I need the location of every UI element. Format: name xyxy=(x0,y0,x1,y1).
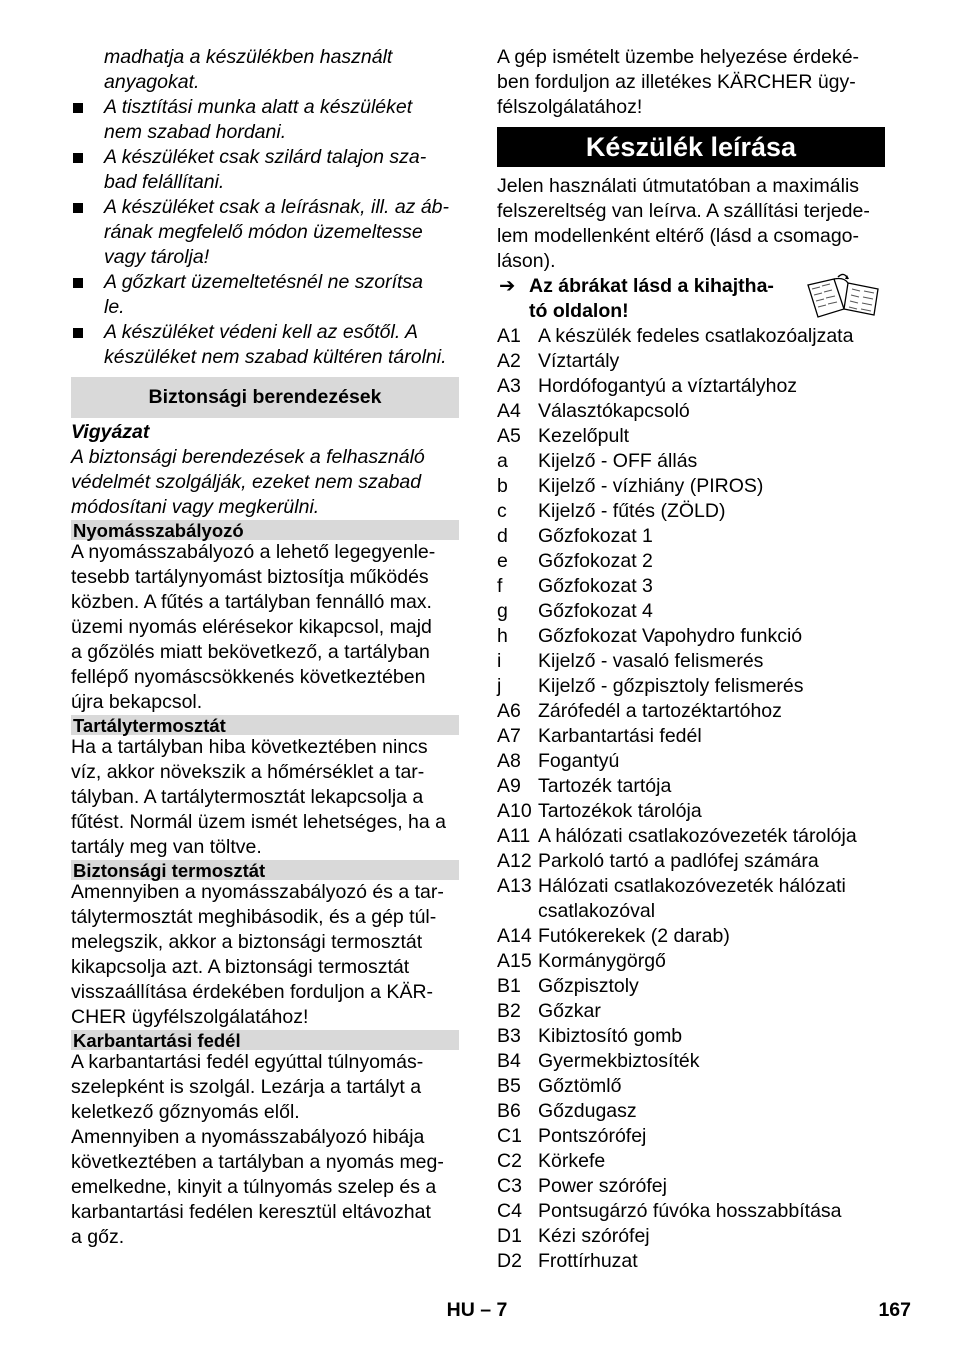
text-line: A karbantartási fedél egyúttal túlnyomás- xyxy=(71,1051,424,1073)
item-code: D1 xyxy=(497,1225,522,1247)
subsection-heading: Tartálytermosztát xyxy=(71,715,459,735)
text-line: tartály meg van töltve. xyxy=(71,836,262,858)
item-code: A6 xyxy=(497,700,521,722)
text-line: vagy tárolja! xyxy=(104,246,210,268)
bullet-item xyxy=(71,95,459,145)
list-item xyxy=(497,1099,885,1124)
square-bullet-icon xyxy=(73,278,83,288)
list-item xyxy=(497,499,885,524)
list-item xyxy=(497,924,885,949)
text-line: védelmét szolgálják, ezeket nem szabad xyxy=(71,471,422,493)
list-item xyxy=(497,374,885,399)
list-item xyxy=(497,649,885,674)
text-line: fűtést. Normál üzem ismét lehetséges, ha a xyxy=(71,811,447,833)
right-column xyxy=(497,45,885,1274)
list-item xyxy=(497,674,885,699)
list-item xyxy=(497,1224,885,1249)
item-code: A11 xyxy=(497,825,531,847)
item-label: Power szórófej xyxy=(538,1175,667,1197)
service-note xyxy=(497,45,885,120)
item-code: B4 xyxy=(497,1050,521,1072)
text-line: A készüléket védeni kell az esőtől. A xyxy=(104,321,418,343)
item-code: A2 xyxy=(497,350,521,372)
item-label: Pontszórófej xyxy=(538,1125,647,1147)
list-item xyxy=(497,1074,885,1099)
item-code: f xyxy=(497,575,503,597)
list-item xyxy=(497,1024,885,1049)
item-code: B3 xyxy=(497,1025,521,1047)
item-code: D2 xyxy=(497,1250,522,1272)
item-label: Gőzkar xyxy=(538,1000,601,1022)
page-number: 167 xyxy=(878,1299,911,1321)
list-item xyxy=(497,999,885,1024)
list-item xyxy=(497,949,885,974)
intro-text xyxy=(71,45,459,95)
section-heading-device-description: Készülék leírása xyxy=(497,127,885,167)
text-line: Az ábrákat lásd a kihajtha- xyxy=(529,275,774,297)
list-item xyxy=(497,749,885,774)
text-line: félszolgálatához! xyxy=(497,96,643,118)
text-line: nem szabad hordani. xyxy=(104,121,287,143)
text-line: a gőzölés miatt bekövetkező, a tartályban xyxy=(71,641,430,663)
list-item xyxy=(497,349,885,374)
text-line: karbantartási fedélen keresztül eltávozhat xyxy=(71,1201,431,1223)
subsection-text xyxy=(71,540,459,715)
item-label: Kibiztosító gomb xyxy=(538,1025,683,1047)
item-label: Gőzfokozat 4 xyxy=(538,600,653,622)
list-item xyxy=(497,1249,885,1274)
text-line: A biztonsági berendezések a felhasználó xyxy=(71,446,425,468)
item-code: B6 xyxy=(497,1100,521,1122)
text-line: víz, akkor növekszik a hőmérséklet a tar- xyxy=(71,761,425,783)
list-item xyxy=(497,974,885,999)
item-label: Gőzfokozat Vapohydro funkció xyxy=(538,625,803,647)
item-code: A5 xyxy=(497,425,521,447)
item-code: e xyxy=(497,550,508,572)
item-code: c xyxy=(497,500,507,522)
item-label: Hordófogantyú a víztartályhoz xyxy=(538,375,798,397)
list-item xyxy=(497,449,885,474)
text-line: A gép ismételt üzembe helyezése érdeké- xyxy=(497,46,860,68)
subsection-text xyxy=(71,1050,459,1250)
subsection-heading: Karbantartási fedél xyxy=(71,1030,459,1050)
item-label: Gőzfokozat 2 xyxy=(538,550,653,572)
item-code: A8 xyxy=(497,750,521,772)
list-item xyxy=(497,1124,885,1149)
list-item xyxy=(497,774,885,799)
item-label: Gőzpisztoly xyxy=(538,975,639,997)
text-line: szelepként is szolgál. Lezárja a tartályt a xyxy=(71,1076,422,1098)
text-line: A készüléket csak szilárd talajon sza- xyxy=(104,146,427,168)
text-line: ben forduljon az illetékes KÄRCHER ügy- xyxy=(497,71,856,93)
text-line: fellépő nyomáscsökkenés következtében xyxy=(71,666,426,688)
item-label: Parkoló tartó a padlófej számára xyxy=(538,850,819,872)
text-line: lem modellenként eltérő (lásd a csomago- xyxy=(497,225,860,247)
list-item xyxy=(497,874,885,924)
item-label: Kijelző - vízhiány (PIROS) xyxy=(538,475,764,497)
text-line: keletkező gőznyomás elől. xyxy=(71,1101,300,1123)
item-code: C2 xyxy=(497,1150,522,1172)
list-item xyxy=(497,1049,885,1074)
item-label: Választókapcsoló xyxy=(538,400,690,422)
item-label: Gőzfokozat 3 xyxy=(538,575,653,597)
list-item xyxy=(497,724,885,749)
item-code: A4 xyxy=(497,400,521,422)
text-line: felszereltség van leírva. A szállítási terjede- xyxy=(497,200,870,222)
text-line: tesebb tartálynyomást biztosítja működés xyxy=(71,566,429,588)
subsection-heading: Nyomásszabályozó xyxy=(71,520,459,540)
item-label: Gyermekbiztosíték xyxy=(538,1050,700,1072)
square-bullet-icon xyxy=(73,103,83,113)
item-code: A7 xyxy=(497,725,521,747)
text-line: A tisztítási munka alatt a készüléket xyxy=(104,96,413,118)
text-line: láson). xyxy=(497,250,556,272)
item-code: b xyxy=(497,475,508,497)
item-code: C3 xyxy=(497,1175,522,1197)
text-line: bad felállítani. xyxy=(104,171,225,193)
text-line: CHER ügyfélszolgálatához! xyxy=(71,1006,309,1028)
text-line: Ha a tartályban hiba következtében nincs xyxy=(71,736,428,758)
item-code: B1 xyxy=(497,975,521,997)
component-list xyxy=(497,324,885,1274)
text-line: módosítani vagy megkerülni. xyxy=(71,496,320,518)
list-item xyxy=(497,624,885,649)
item-label: Kezelőpult xyxy=(538,425,630,447)
bullet-list xyxy=(71,95,459,370)
item-label: Tartozék tartója xyxy=(538,775,672,797)
item-code: j xyxy=(497,675,502,697)
text-line: le. xyxy=(104,296,125,318)
text-line: tályban. A tartálytermosztát lekapcsolja a xyxy=(71,786,424,808)
foldout-note xyxy=(497,274,885,324)
item-label: Kijelző - OFF állás xyxy=(538,450,698,472)
item-label: A hálózati csatlakozóvezeték tárolója xyxy=(538,825,857,847)
subsection-text xyxy=(71,735,459,860)
text-line: következtében a tartályban a nyomás meg- xyxy=(71,1151,444,1173)
item-label: Körkefe xyxy=(538,1150,606,1172)
item-label: Frottírhuzat xyxy=(538,1250,638,1272)
item-code: A15 xyxy=(497,950,532,972)
text-line: tó oldalon! xyxy=(529,300,629,322)
item-code: a xyxy=(497,450,508,472)
item-code: C1 xyxy=(497,1125,522,1147)
item-code: g xyxy=(497,600,508,622)
item-label: Kormánygörgő xyxy=(538,950,666,972)
item-label: Tartozékok tárolója xyxy=(538,800,702,822)
list-item xyxy=(497,524,885,549)
item-label: Pontsugárzó fúvóka hosszabbítása xyxy=(538,1200,842,1222)
item-code: A14 xyxy=(497,925,532,947)
section-heading-safety-devices: Biztonsági berendezések xyxy=(71,377,459,418)
bullet-item xyxy=(71,145,459,195)
item-label: Víztartály xyxy=(538,350,620,372)
item-code: C4 xyxy=(497,1200,522,1222)
bullet-item xyxy=(71,195,459,270)
page-footer-label: HU – 7 xyxy=(446,1299,508,1321)
list-item xyxy=(497,599,885,624)
item-label: Futókerekek (2 darab) xyxy=(538,925,730,947)
caution-text xyxy=(71,445,459,520)
list-item xyxy=(497,324,885,349)
list-item xyxy=(497,824,885,849)
item-code: i xyxy=(497,650,502,672)
text-line: madhatja a készülékben használt xyxy=(104,46,393,68)
text-line: anyagokat. xyxy=(104,71,200,93)
list-item xyxy=(497,399,885,424)
item-label: A készülék fedeles csatlakozóaljzata xyxy=(538,325,854,347)
item-label: Zárófedél a tartozéktartóhoz xyxy=(538,700,782,722)
text-line: közben. A fűtés a tartályban fennálló max. xyxy=(71,591,432,613)
item-code: B2 xyxy=(497,1000,521,1022)
item-label: Kijelző - vasaló felismerés xyxy=(538,650,764,672)
list-item xyxy=(497,1199,885,1224)
caution-label: Vigyázat xyxy=(71,421,150,443)
text-line: A nyomásszabályozó a lehető legegyenle- xyxy=(71,541,436,563)
bullet-item xyxy=(71,270,459,320)
item-label: Gőzfokozat 1 xyxy=(538,525,653,547)
subsection-text xyxy=(71,880,459,1030)
item-label: csatlakozóval xyxy=(538,900,656,922)
item-label: Hálózati csatlakozóvezeték hálózati xyxy=(538,875,846,897)
square-bullet-icon xyxy=(73,203,83,213)
item-label: Kijelző - gőzpisztoly felismerés xyxy=(538,675,804,697)
text-line: a gőz. xyxy=(71,1226,125,1248)
item-code: A12 xyxy=(497,850,532,872)
item-code: A1 xyxy=(497,325,521,347)
list-item xyxy=(497,699,885,724)
text-line: készüléket nem szabad kültéren tárolni. xyxy=(104,346,447,368)
item-code: A13 xyxy=(497,875,532,897)
list-item xyxy=(497,799,885,824)
item-label: Fogantyú xyxy=(538,750,620,772)
subsection-heading: Biztonsági termosztát xyxy=(71,860,459,880)
subsections xyxy=(71,520,459,1250)
left-column xyxy=(71,45,459,1250)
item-code: A10 xyxy=(497,800,532,822)
item-label: Gőzdugasz xyxy=(538,1100,637,1122)
item-code: A3 xyxy=(497,375,521,397)
text-line: újra bekapcsol. xyxy=(71,691,203,713)
square-bullet-icon xyxy=(73,328,83,338)
foldout-book-icon xyxy=(804,271,884,321)
arrow-icon: ➔ xyxy=(499,275,516,297)
item-label: Kijelző - fűtés (ZÖLD) xyxy=(538,500,726,522)
item-label: Kézi szórófej xyxy=(538,1225,650,1247)
text-line: Amennyiben a nyomásszabályozó és a tar- xyxy=(71,881,444,903)
text-line: visszaállítása érdekében forduljon a KÄR- xyxy=(71,981,434,1003)
bullet-item xyxy=(71,320,459,370)
text-line: Jelen használati útmutatóban a maximális xyxy=(497,175,860,197)
item-label: Gőztömlő xyxy=(538,1075,622,1097)
list-item xyxy=(497,549,885,574)
text-line: rának megfelelő módon üzemeltesse xyxy=(104,221,423,243)
square-bullet-icon xyxy=(73,153,83,163)
list-item xyxy=(497,849,885,874)
list-item xyxy=(497,424,885,449)
description-text xyxy=(497,174,885,274)
list-item xyxy=(497,1149,885,1174)
item-code: h xyxy=(497,625,508,647)
item-code: B5 xyxy=(497,1075,521,1097)
list-item xyxy=(497,574,885,599)
text-line: Amennyiben a nyomásszabályozó hibája xyxy=(71,1126,425,1148)
text-line: A gőzkart üzemeltetésnél ne szorítsa xyxy=(104,271,424,293)
text-line: kikapcsolja azt. A biztonsági termosztát xyxy=(71,956,410,978)
item-code: d xyxy=(497,525,508,547)
text-line: A készüléket csak a leírásnak, ill. az áb- xyxy=(104,196,450,218)
text-line: tálytermosztát meghibásodik, és a gép túl- xyxy=(71,906,437,928)
item-label: Karbantartási fedél xyxy=(538,725,702,747)
text-line: üzemi nyomás elérésekor kikapcsol, majd xyxy=(71,616,432,638)
item-code: A9 xyxy=(497,775,521,797)
list-item xyxy=(497,474,885,499)
text-line: emelkedne, kinyit a túlnyomás szelep és a xyxy=(71,1176,437,1198)
list-item xyxy=(497,1174,885,1199)
text-line: melegszik, akkor a biztonsági termosztát xyxy=(71,931,423,953)
